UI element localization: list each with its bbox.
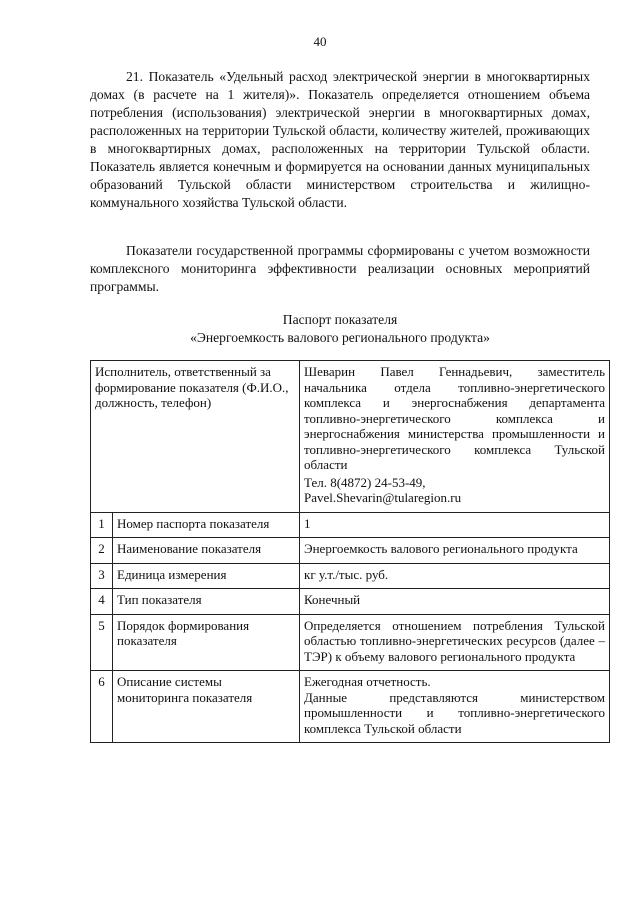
row-value-line2: Данные представляются министерством промышленности и топливно-энергетического комплекса Тульской области: [304, 689, 606, 736]
passport-table: [90, 360, 610, 743]
passport-title-line1: Паспорт показателя: [282, 312, 398, 327]
paragraph-program-indicators: Показатели государственной программы сформированы с учетом возможности комплексного мониторинга эффективности реализации основных мероприятий программы.: [90, 243, 590, 294]
row-value: 1: [300, 512, 610, 538]
row-number: 5: [91, 614, 113, 671]
row-label: Описание системы мониторинга показателя: [113, 671, 300, 743]
row-number: 2: [91, 538, 113, 564]
page-number: 40: [313, 34, 327, 49]
row-number: 4: [91, 589, 113, 615]
row-label: Единица измерения: [113, 563, 300, 589]
row-value: Конечный: [300, 589, 610, 615]
table-row: [91, 614, 610, 671]
row-value: [300, 671, 610, 743]
executor-value: [300, 361, 610, 513]
executor-email: Pavel.Shevarin@tularegion.ru: [304, 490, 462, 505]
row-label: Порядок формирования показателя: [113, 614, 300, 671]
row-value-line1: Ежегодная отчетность.: [304, 674, 431, 689]
row-number: 3: [91, 563, 113, 589]
table-row: [91, 589, 610, 615]
executor-name: Шеварин Павел Геннадьевич, заместитель начальника отдела топливно-энергетического комплекса и энергоснабжения департамента топливно-энергетического комплекса и энергоснабжения министерства промышленности и топливно-энергетического комплекса Тульской области: [304, 364, 606, 472]
passport-title: [90, 311, 590, 347]
row-value: Определяется отношением потребления Тульской областью топливно-энергетических ресурсов (далее – ТЭР) к объему валового регионального продукта: [300, 614, 610, 671]
row-label: Номер паспорта показателя: [113, 512, 300, 538]
executor-label: Исполнитель, ответственный за формирование показателя (Ф.И.О., должность, телефон): [91, 361, 300, 513]
row-label: Наименование показателя: [113, 538, 300, 564]
row-value: Энергоемкость валового регионального продукта: [300, 538, 610, 564]
row-value: кг у.т./тыс. руб.: [300, 563, 610, 589]
row-number: 1: [91, 512, 113, 538]
passport-title-line2: «Энергоемкость валового регионального продукта»: [190, 330, 490, 345]
table-row: [91, 538, 610, 564]
row-label: Тип показателя: [113, 589, 300, 615]
table-row: [91, 563, 610, 589]
table-row-executor: [91, 361, 610, 513]
row-number: 6: [91, 671, 113, 743]
executor-phone: Тел. 8(4872) 24-53-49,: [304, 474, 426, 490]
table-row: [91, 671, 610, 743]
table-row: [91, 512, 610, 538]
paragraph-indicator-21: 21. Показатель «Удельный расход электрической энергии в многоквартирных домах (в расчете на 1 жителя)». Показатель определяется отношением объема потребления (использования) электрической энергии в многоквартирных домах, расположенных на территории Тульской области, количеству жителей, проживающих в многоквартирных домах, расположенных на территории Тульской области. Показатель является конечным и формируется на основании данных муниципальных образований Тульской области министерством строительства и жилищно-коммунального хозяйства Тульской области.: [90, 69, 590, 210]
